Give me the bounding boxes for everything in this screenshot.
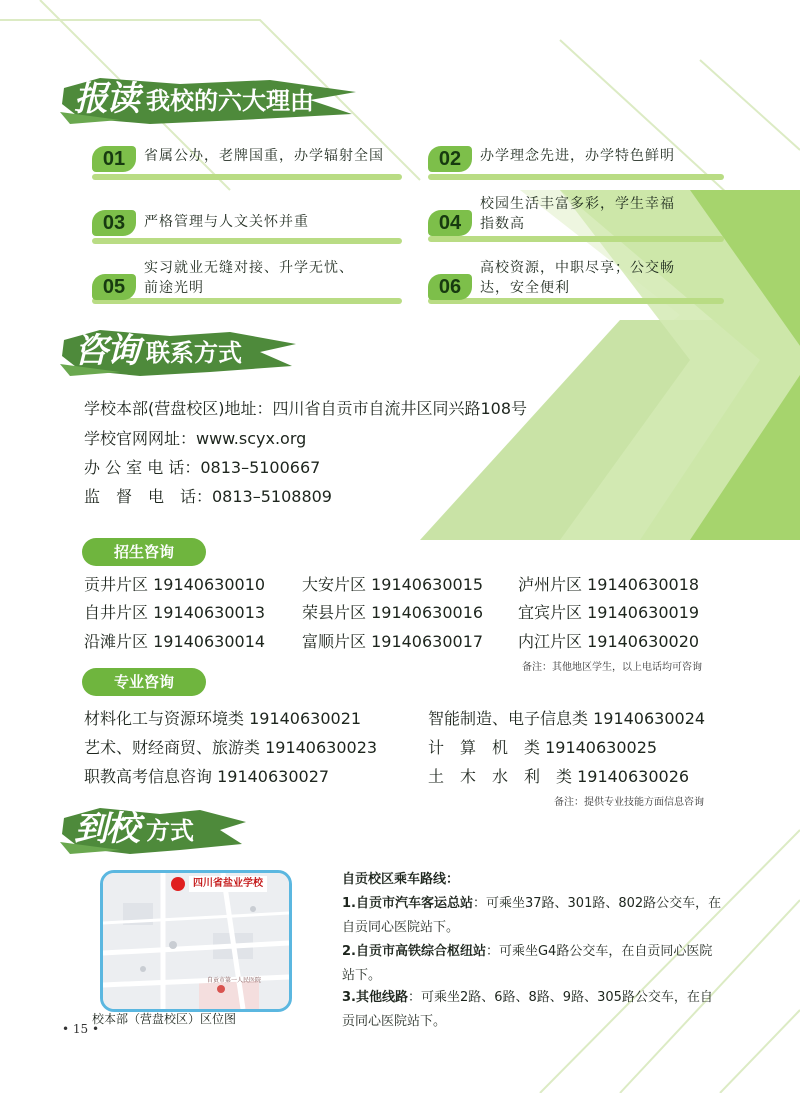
reason-text: 办学理念先进，办学特色鲜明 bbox=[480, 148, 675, 164]
reason-underline bbox=[428, 174, 724, 180]
address-line: 学校本部(营盘校区)地址：四川省自贡市自流井区同兴路108号 bbox=[84, 399, 528, 418]
reasons-section-header bbox=[60, 74, 360, 126]
reason-text: 校园生活丰富多彩，学生幸福 指数高 bbox=[480, 196, 675, 232]
route-head: 2.自贡市高铁综合枢纽站 bbox=[342, 944, 486, 959]
route-item-3 bbox=[342, 986, 722, 1034]
admission-consult-badge: 招生咨询 bbox=[82, 538, 206, 566]
reason-number: 03 bbox=[92, 210, 136, 236]
major-cell: 职教高考信息咨询 19140630027 bbox=[84, 767, 330, 786]
page-number: • 15 • bbox=[62, 1022, 100, 1036]
contact-title-big: 咨询 bbox=[74, 331, 138, 371]
reason-underline bbox=[428, 236, 724, 242]
route-item-1 bbox=[342, 892, 722, 940]
reason-text: 高校资源，中职尽享；公交畅 达，安全便利 bbox=[480, 260, 675, 296]
reason-text: 严格管理与人文关怀并重 bbox=[144, 214, 309, 230]
route-item-2 bbox=[342, 940, 722, 988]
reasons-title-big: 报读 bbox=[74, 79, 138, 119]
reason-underline bbox=[428, 298, 724, 304]
admission-cell: 荣县片区 19140630016 bbox=[302, 603, 484, 622]
admission-cell: 内江片区 19140630020 bbox=[518, 632, 700, 651]
admission-note: 备注：其他地区学生，以上电话均可咨询 bbox=[522, 662, 702, 673]
major-cell: 材料化工与资源环境类 19140630021 bbox=[84, 709, 362, 728]
admission-cell: 大安片区 19140630015 bbox=[302, 575, 484, 594]
major-cell: 计 算 机 类 19140630025 bbox=[428, 738, 658, 757]
route-head: 1.自贡市汽车客运总站 bbox=[342, 896, 473, 911]
reason-number: 05 bbox=[92, 274, 136, 300]
major-cell: 智能制造、电子信息类 19140630024 bbox=[428, 709, 706, 728]
reason-item-02 bbox=[428, 140, 724, 180]
map-school-pin bbox=[171, 877, 185, 891]
map-caption: 校本部（营盘校区）区位图 bbox=[92, 1012, 237, 1026]
reason-underline bbox=[92, 174, 402, 180]
major-cell: 艺术、财经商贸、旅游类 19140630023 bbox=[84, 738, 378, 757]
reason-item-04 bbox=[428, 194, 724, 242]
admission-cell: 宜宾片区 19140630019 bbox=[518, 603, 700, 622]
map-graphic bbox=[103, 873, 289, 1009]
location-map[interactable] bbox=[100, 870, 292, 1012]
reason-item-01 bbox=[92, 140, 402, 180]
major-consult-badge: 专业咨询 bbox=[82, 668, 206, 696]
admission-cell: 自井片区 19140630013 bbox=[84, 603, 266, 622]
arrival-title-rest: 方式 bbox=[146, 816, 194, 845]
reason-item-05 bbox=[92, 258, 402, 304]
supervision-phone-line: 监 督 电 话：0813–5108809 bbox=[84, 487, 332, 506]
contact-title-rest: 联系方式 bbox=[146, 338, 242, 367]
reason-text: 实习就业无缝对接、升学无忧、 前途光明 bbox=[144, 260, 354, 296]
reason-number: 06 bbox=[428, 274, 472, 300]
major-cell: 土 木 水 利 类 19140630026 bbox=[428, 767, 690, 786]
website-line[interactable]: 学校官网网址：www.scyx.org bbox=[84, 429, 307, 448]
route-title: 自贡校区乘车路线： bbox=[342, 872, 460, 887]
major-note: 备注：提供专业技能方面信息咨询 bbox=[554, 797, 704, 808]
route-body: ：可乘坐2路、6路、8路、9路、305路公交车，在自贡同心医院站下。 bbox=[342, 990, 713, 1029]
reason-number: 04 bbox=[428, 210, 472, 236]
map-school-label: 四川省盐业学校 bbox=[189, 876, 267, 892]
route-body: ：可乘坐37路、301路、802路公交车，在自贡同心医院站下。 bbox=[342, 896, 722, 935]
reason-number: 01 bbox=[92, 146, 136, 172]
admission-cell: 泸州片区 19140630018 bbox=[518, 575, 700, 594]
reason-item-06 bbox=[428, 258, 724, 304]
reason-item-03 bbox=[92, 204, 402, 244]
admission-cell: 沿滩片区 19140630014 bbox=[84, 632, 266, 651]
reason-text: 省属公办，老牌国重，办学辐射全国 bbox=[144, 148, 384, 164]
arrival-section-header bbox=[60, 804, 250, 856]
arrival-title-big: 到校 bbox=[74, 809, 138, 849]
map-hospital-label: 自贡市第一人民医院 bbox=[207, 977, 262, 984]
route-head: 3.其他线路 bbox=[342, 990, 408, 1005]
reason-number: 02 bbox=[428, 146, 472, 172]
admission-cell: 贡井片区 19140630010 bbox=[84, 575, 266, 594]
reason-underline bbox=[92, 298, 402, 304]
route-body: ：可乘坐G4路公交车，在自贡同心医院站下。 bbox=[342, 944, 713, 983]
admission-cell: 富顺片区 19140630017 bbox=[302, 632, 484, 651]
reason-underline bbox=[92, 238, 402, 244]
office-phone-line: 办 公 室 电 话：0813–5100667 bbox=[84, 458, 321, 477]
reasons-title-rest: 我校的六大理由 bbox=[146, 86, 314, 115]
contact-section-header bbox=[60, 326, 300, 378]
